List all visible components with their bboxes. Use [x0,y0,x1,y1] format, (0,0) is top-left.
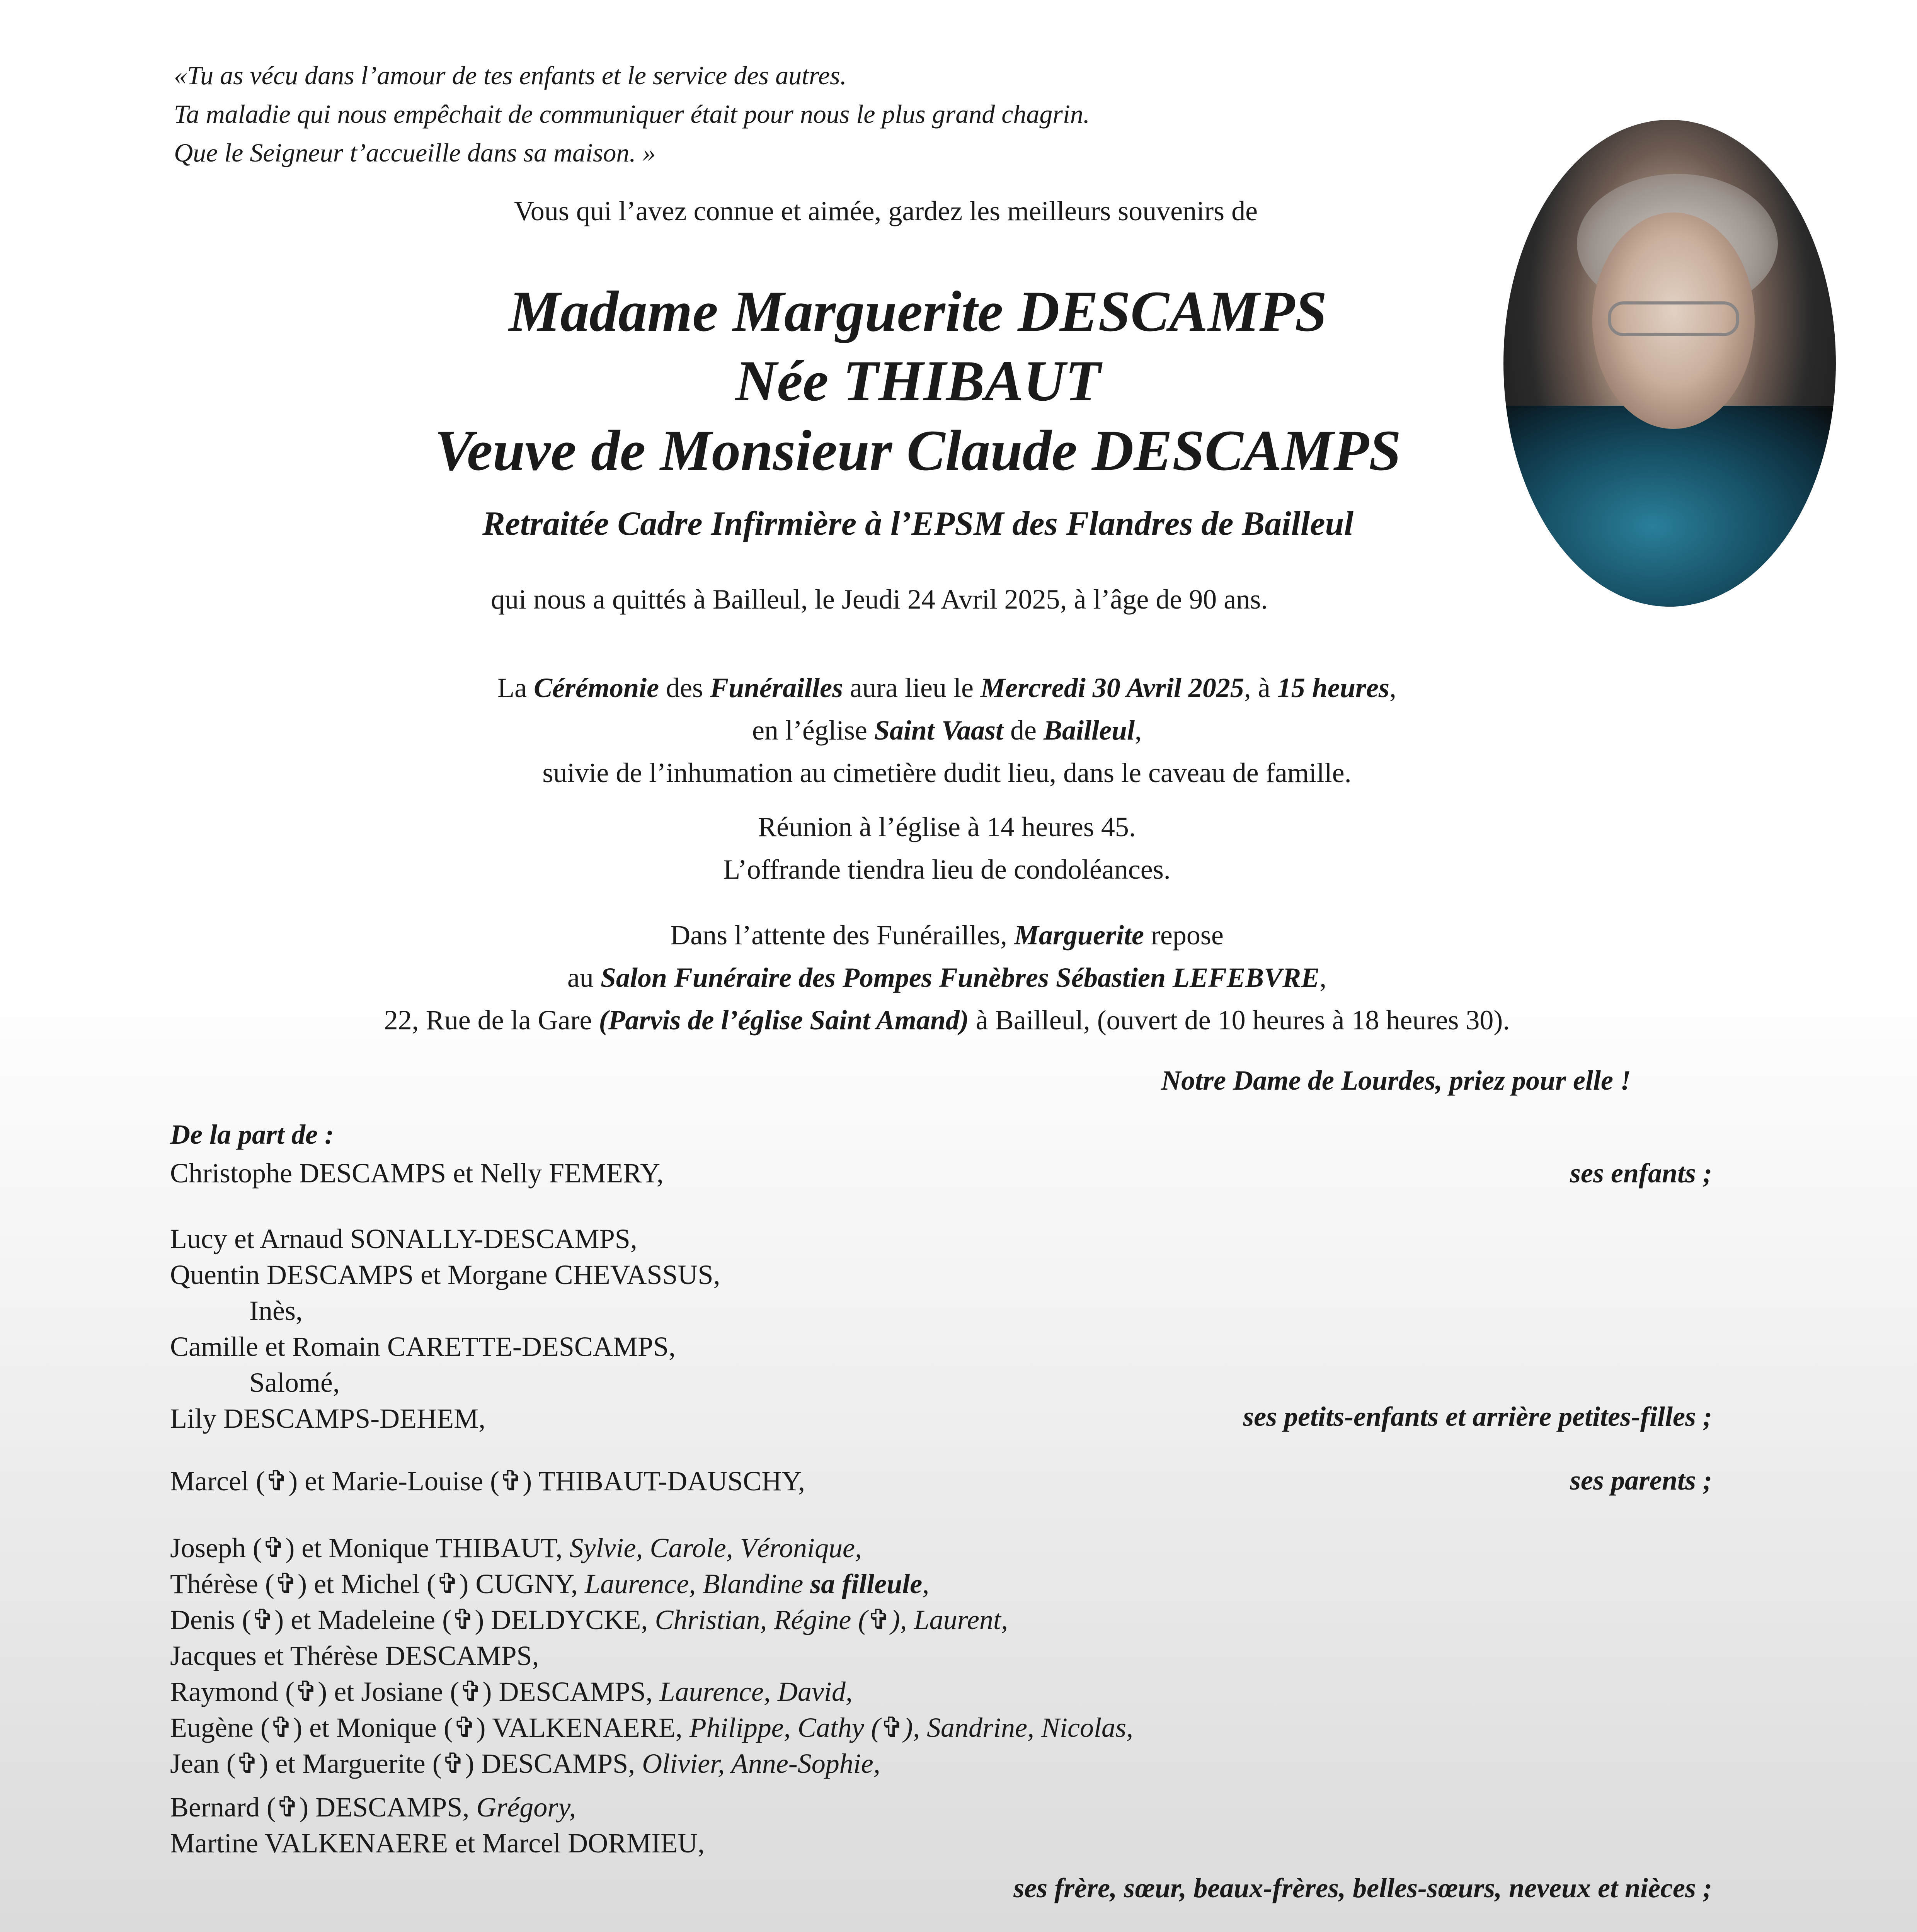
intro-line: Vous qui l’avez connue et aimée, gardez les meilleurs souvenirs de [514,196,1258,226]
repose-line-2: au Salon Funéraire des Pompes Funèbres Sébastien LEFEBVRE, [567,962,1327,993]
cross-icon: ✞ [453,1712,477,1743]
sibling-2: Thérèse (✞) et Michel (✞) CUGNY, Laurence, Blandine sa filleule, [170,1568,930,1599]
cross-icon: ✞ [459,1676,483,1707]
grandchildren-relation: ses petits-enfants et arrière petites-filles ; [1243,1401,1712,1432]
opening-quote [174,56,1090,172]
cross-icon: ✞ [880,1712,904,1743]
cross-icon: ✞ [269,1712,293,1743]
reunion-line-2: L’offrande tiendra lieu de condoléances. [723,854,1171,885]
reunion-line-1: Réunion à l’église à 14 heures 45. [758,811,1136,842]
sibling-9: Martine VALKENAERE et Marcel DORMIEU, [170,1828,705,1859]
cross-icon: ✞ [451,1604,475,1635]
grandchildren-list [170,1221,720,1437]
cross-icon: ✞ [274,1568,298,1599]
cross-icon: ✞ [867,1604,891,1635]
deceased-maiden-name: Née THIBAUT [735,349,1101,413]
grandchild-1: Lucy et Arnaud SONALLY-DESCAMPS, [170,1223,637,1254]
ceremony-line-2: en l’église Saint Vaast de Bailleul, [752,715,1142,746]
prayer-line: Notre Dame de Lourdes, priez pour elle ! [1161,1065,1631,1096]
cross-icon: ✞ [441,1748,465,1779]
ceremony-line-3: suivie de l’inhumation au cimetière dudit lieu, dans le caveau de famille. [542,757,1352,788]
repose-line-3: 22, Rue de la Gare (Parvis de l’église Saint Amand) à Bailleul, (ouvert de 10 heures à 18 heures 30). [384,1005,1510,1036]
grandchild-3: Inès, [249,1295,303,1326]
quote-line-3: Que le Seigneur t’accueille dans sa maison. » [174,138,656,167]
sibling-8: Bernard (✞) DESCAMPS, Grégory, [170,1792,576,1823]
sibling-1: Joseph (✞) et Monique THIBAUT, Sylvie, Carole, Véronique, [170,1532,862,1563]
cross-icon: ✞ [265,1466,289,1497]
sibling-3: Denis (✞) et Madeleine (✞) DELDYCKE, Christian, Régine (✞), Laurent, [170,1604,1008,1635]
sibling-5: Raymond (✞) et Josiane (✞) DESCAMPS, Laurence, David, [170,1676,853,1707]
deceased-profession: Retraitée Cadre Infirmière à l’EPSM des Flandres de Bailleul [482,505,1353,543]
repose-line-1: Dans l’attente des Funérailles, Marguerite repose [670,920,1224,951]
grandchild-2: Quentin DESCAMPS et Morgane CHEVASSUS, [170,1259,720,1290]
quote-line-2: Ta maladie qui nous empêchait de communiquer était pour nous le plus grand chagrin. [174,99,1090,129]
cross-icon: ✞ [251,1604,275,1635]
children-names: Christophe DESCAMPS et Nelly FEMERY, [170,1158,664,1189]
from-heading: De la part de : [170,1119,334,1150]
portrait-glasses [1608,301,1739,336]
children-relation: ses enfants ; [1570,1158,1712,1189]
ceremony-line-1: La Cérémonie des Funérailles aura lieu le Mercredi 30 Avril 2025, à 15 heures, [497,672,1396,703]
deceased-name: Madame Marguerite DESCAMPS [509,279,1327,344]
parents-relation: ses parents ; [1570,1465,1712,1496]
sibling-6: Eugène (✞) et Monique (✞) VALKENAERE, Philippe, Cathy (✞), Sandrine, Nicolas, [170,1712,1133,1743]
cross-icon: ✞ [294,1676,318,1707]
grandchild-5: Salomé, [249,1367,340,1398]
repose-block [201,914,1693,1041]
cross-icon: ✞ [262,1532,286,1563]
grandchild-6: Lily DESCAMPS-DEHEM, [170,1403,486,1434]
death-line: qui nous a quittés à Bailleul, le Jeudi 24 Avril 2025, à l’âge de 90 ans. [491,584,1268,615]
cross-icon: ✞ [235,1748,259,1779]
parents-names: Marcel (✞) et Marie-Louise (✞) THIBAUT-DAUSCHY, [170,1466,805,1497]
ceremony-block [394,667,1500,794]
deceased-widow-of: Veuve de Monsieur Claude DESCAMPS [434,418,1401,483]
cross-icon: ✞ [499,1466,523,1497]
reunion-block [394,806,1500,891]
cross-icon: ✞ [276,1792,300,1823]
grandchild-4: Camille et Romain CARETTE-DESCAMPS, [170,1331,676,1362]
sibling-4: Jacques et Thérèse DESCAMPS, [170,1640,539,1671]
quote-line-1: «Tu as vécu dans l’amour de tes enfants et le service des autres. [174,61,847,90]
sibling-7: Jean (✞) et Marguerite (✞) DESCAMPS, Olivier, Anne-Sophie, [170,1748,880,1779]
siblings-relation: ses frère, sœur, beaux-frères, belles-sœurs, neveux et nièces ; [1013,1872,1712,1903]
portrait-photo [1503,120,1836,607]
portrait-scarf [1503,406,1836,607]
siblings-list [170,1530,1133,1861]
cross-icon: ✞ [436,1568,460,1599]
